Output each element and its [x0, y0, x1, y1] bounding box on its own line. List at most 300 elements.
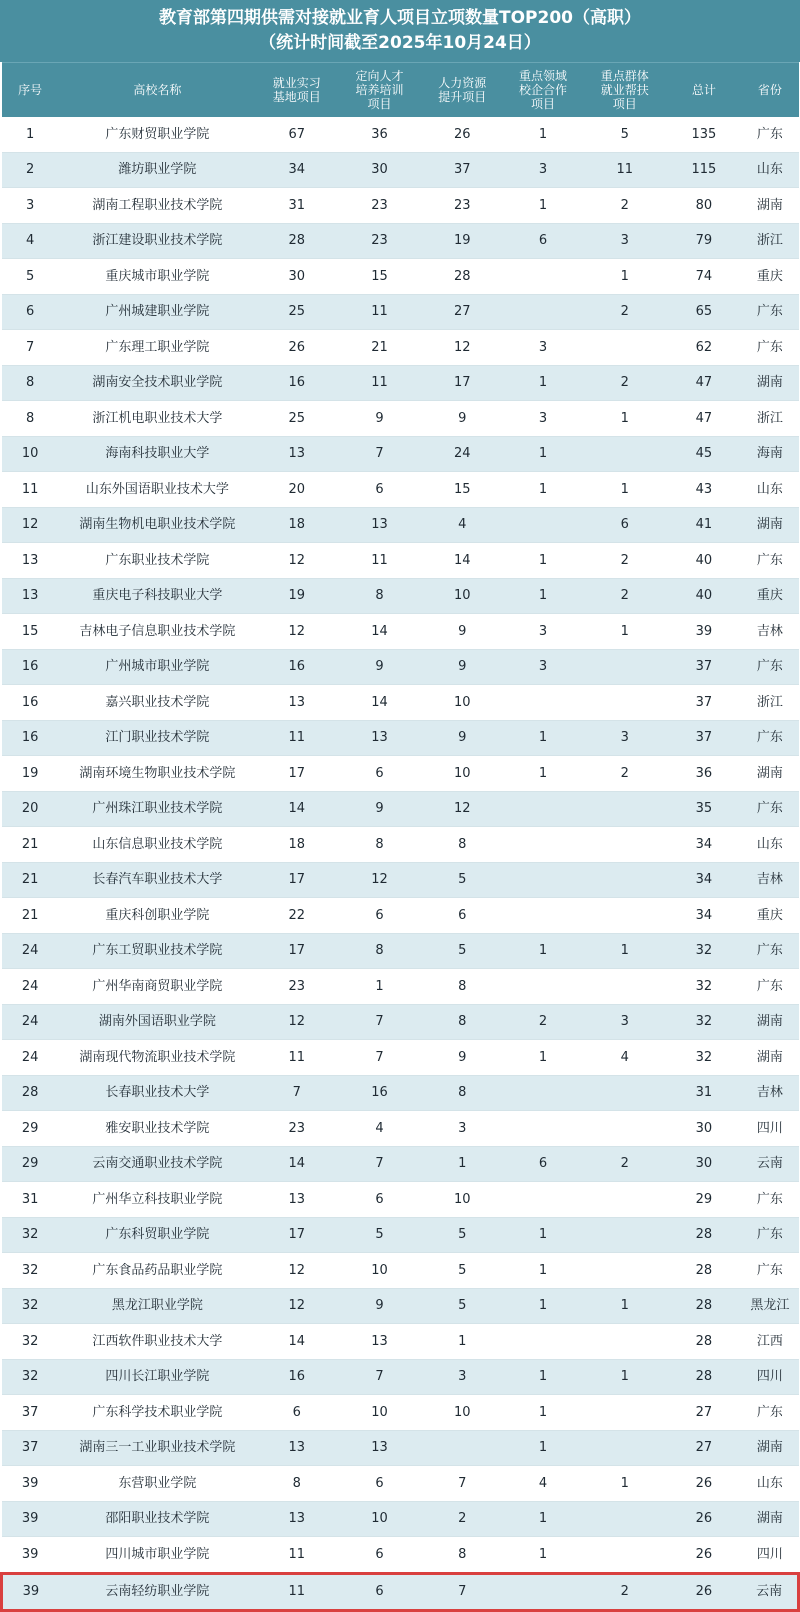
cell-hr-improvement: 17: [421, 365, 503, 401]
cell-directed-training: 8: [338, 827, 422, 863]
table-row: [2, 1573, 799, 1611]
cell-province: 山东: [741, 1466, 798, 1502]
cell-hr-improvement: 8: [421, 1537, 503, 1574]
cell-rank: 39: [2, 1501, 59, 1537]
cell-directed-training: 7: [338, 1359, 422, 1395]
cell-school-name: 山东外国语职业技术大学: [59, 472, 256, 508]
cell-rank: 24: [2, 1004, 59, 1040]
cell-key-group: 3: [583, 1004, 667, 1040]
cell-hr-improvement: 8: [421, 827, 503, 863]
page-title: 教育部第四期供需对接就业育人项目立项数量TOP200（高职）: [159, 8, 641, 28]
cell-internship: 28: [256, 223, 338, 259]
cell-province: 四川: [741, 1359, 798, 1395]
table-row: [2, 791, 799, 827]
cell-key-group: 2: [583, 1146, 667, 1182]
cell-hr-improvement: 9: [421, 720, 503, 756]
cell-key-field: [503, 294, 583, 330]
cell-hr-improvement: 19: [421, 223, 503, 259]
cell-directed-training: 14: [338, 614, 422, 650]
cell-key-field: [503, 862, 583, 898]
cell-internship: 11: [256, 1573, 338, 1611]
cell-internship: 14: [256, 1146, 338, 1182]
table-row: [2, 827, 799, 863]
table-row: [2, 1501, 799, 1537]
cell-total: 39: [667, 614, 742, 650]
cell-school-name: 广东理工职业学院: [59, 330, 256, 366]
cell-total: 45: [667, 436, 742, 472]
cell-key-field: 1: [503, 188, 583, 224]
cell-hr-improvement: 6: [421, 898, 503, 934]
cell-internship: 34: [256, 152, 338, 188]
table-row: [2, 259, 799, 295]
header-school: 高校名称: [59, 63, 256, 118]
cell-hr-improvement: 8: [421, 969, 503, 1005]
cell-rank: 21: [2, 827, 59, 863]
cell-rank: 32: [2, 1324, 59, 1360]
table-row: [2, 614, 799, 650]
cell-hr-improvement: 12: [421, 330, 503, 366]
cell-directed-training: 7: [338, 1004, 422, 1040]
cell-directed-training: 1: [338, 969, 422, 1005]
cell-directed-training: 21: [338, 330, 422, 366]
header-province: 省份: [741, 63, 798, 118]
cell-key-group: 1: [583, 614, 667, 650]
cell-province: 吉林: [741, 614, 798, 650]
cell-rank: 3: [2, 188, 59, 224]
cell-key-field: 1: [503, 720, 583, 756]
cell-province: 重庆: [741, 259, 798, 295]
cell-province: 浙江: [741, 685, 798, 721]
table-row: [2, 1395, 799, 1431]
table-row: [2, 756, 799, 792]
cell-directed-training: 6: [338, 1466, 422, 1502]
cell-key-field: 3: [503, 401, 583, 437]
cell-rank: 32: [2, 1359, 59, 1395]
table-row: [2, 365, 799, 401]
cell-key-field: 3: [503, 152, 583, 188]
cell-key-group: 2: [583, 578, 667, 614]
cell-key-group: [583, 685, 667, 721]
cell-school-name: 雅安职业技术学院: [59, 1111, 256, 1147]
cell-internship: 12: [256, 1253, 338, 1289]
table-row: [2, 1182, 799, 1218]
cell-key-group: [583, 1182, 667, 1218]
cell-hr-improvement: 5: [421, 1288, 503, 1324]
cell-directed-training: 14: [338, 685, 422, 721]
cell-province: 浙江: [741, 401, 798, 437]
table-row: [2, 862, 799, 898]
cell-rank: 32: [2, 1288, 59, 1324]
cell-internship: 12: [256, 1004, 338, 1040]
cell-total: 79: [667, 223, 742, 259]
cell-internship: 16: [256, 649, 338, 685]
cell-internship: 18: [256, 827, 338, 863]
table-row: [2, 1075, 799, 1111]
cell-rank: 8: [2, 365, 59, 401]
cell-province: 黑龙江: [741, 1288, 798, 1324]
table-row: [2, 507, 799, 543]
cell-internship: 20: [256, 472, 338, 508]
cell-directed-training: 12: [338, 862, 422, 898]
table-row: [2, 330, 799, 366]
cell-key-group: [583, 1537, 667, 1574]
cell-key-field: 1: [503, 1040, 583, 1076]
cell-internship: 23: [256, 1111, 338, 1147]
cell-rank: 32: [2, 1217, 59, 1253]
cell-rank: 20: [2, 791, 59, 827]
cell-key-group: [583, 1217, 667, 1253]
cell-rank: 31: [2, 1182, 59, 1218]
cell-school-name: 广东财贸职业学院: [59, 117, 256, 152]
cell-internship: 31: [256, 188, 338, 224]
cell-directed-training: 7: [338, 1040, 422, 1076]
cell-rank: 4: [2, 223, 59, 259]
cell-rank: 24: [2, 969, 59, 1005]
cell-internship: 8: [256, 1466, 338, 1502]
cell-internship: 12: [256, 1288, 338, 1324]
cell-school-name: 广东食品药品职业学院: [59, 1253, 256, 1289]
cell-internship: 26: [256, 330, 338, 366]
cell-rank: 37: [2, 1430, 59, 1466]
cell-key-field: [503, 1573, 583, 1611]
cell-key-group: 11: [583, 152, 667, 188]
cell-key-group: 1: [583, 1466, 667, 1502]
cell-total: 29: [667, 1182, 742, 1218]
cell-total: 37: [667, 720, 742, 756]
table-row: [2, 685, 799, 721]
cell-hr-improvement: 9: [421, 401, 503, 437]
table-row: [2, 1537, 799, 1574]
cell-school-name: 重庆电子科技职业大学: [59, 578, 256, 614]
cell-internship: 11: [256, 1040, 338, 1076]
cell-province: 山东: [741, 827, 798, 863]
cell-school-name: 湖南工程职业技术学院: [59, 188, 256, 224]
cell-total: 26: [667, 1573, 742, 1611]
cell-directed-training: 7: [338, 1146, 422, 1182]
cell-school-name: 重庆科创职业学院: [59, 898, 256, 934]
table-row: [2, 294, 799, 330]
table-row: [2, 223, 799, 259]
cell-key-group: 6: [583, 507, 667, 543]
cell-key-group: 1: [583, 401, 667, 437]
table-row: [2, 578, 799, 614]
cell-key-field: 2: [503, 1004, 583, 1040]
cell-key-field: [503, 827, 583, 863]
cell-province: 重庆: [741, 578, 798, 614]
cell-hr-improvement: 28: [421, 259, 503, 295]
cell-hr-improvement: 14: [421, 543, 503, 579]
cell-internship: 23: [256, 969, 338, 1005]
cell-rank: 12: [2, 507, 59, 543]
cell-province: 广东: [741, 933, 798, 969]
cell-internship: 11: [256, 1537, 338, 1574]
cell-directed-training: 9: [338, 401, 422, 437]
cell-key-group: 3: [583, 720, 667, 756]
table-row: [2, 1253, 799, 1289]
header-internship: 就业实习 基地项目: [256, 63, 338, 118]
cell-key-field: 1: [503, 1537, 583, 1574]
cell-school-name: 广东职业技术学院: [59, 543, 256, 579]
cell-province: 广东: [741, 720, 798, 756]
table-row: [2, 1040, 799, 1076]
cell-school-name: 四川城市职业学院: [59, 1537, 256, 1574]
cell-key-field: 1: [503, 365, 583, 401]
cell-school-name: 湖南现代物流职业技术学院: [59, 1040, 256, 1076]
cell-key-group: [583, 827, 667, 863]
cell-key-field: 3: [503, 330, 583, 366]
cell-key-field: [503, 969, 583, 1005]
cell-total: 74: [667, 259, 742, 295]
cell-internship: 25: [256, 401, 338, 437]
cell-internship: 13: [256, 685, 338, 721]
cell-internship: 13: [256, 1501, 338, 1537]
cell-key-group: 1: [583, 1288, 667, 1324]
cell-directed-training: 13: [338, 1430, 422, 1466]
cell-internship: 11: [256, 720, 338, 756]
cell-key-group: 2: [583, 1573, 667, 1611]
cell-directed-training: 8: [338, 578, 422, 614]
cell-key-group: 2: [583, 188, 667, 224]
cell-internship: 14: [256, 791, 338, 827]
cell-total: 47: [667, 401, 742, 437]
cell-hr-improvement: 37: [421, 152, 503, 188]
ranking-table: [0, 62, 800, 1612]
cell-internship: 17: [256, 1217, 338, 1253]
cell-province: 湖南: [741, 1004, 798, 1040]
cell-internship: 6: [256, 1395, 338, 1431]
table-row: [2, 117, 799, 152]
cell-key-field: 1: [503, 472, 583, 508]
cell-hr-improvement: 12: [421, 791, 503, 827]
table-row: [2, 543, 799, 579]
cell-key-field: [503, 1075, 583, 1111]
cell-internship: 30: [256, 259, 338, 295]
cell-directed-training: 6: [338, 472, 422, 508]
header-rank: 序号: [2, 63, 59, 118]
cell-total: 26: [667, 1537, 742, 1574]
cell-hr-improvement: 5: [421, 1217, 503, 1253]
cell-directed-training: 10: [338, 1501, 422, 1537]
cell-key-group: 1: [583, 472, 667, 508]
cell-total: 34: [667, 898, 742, 934]
cell-total: 40: [667, 578, 742, 614]
cell-directed-training: 13: [338, 1324, 422, 1360]
cell-internship: 18: [256, 507, 338, 543]
cell-key-field: 1: [503, 117, 583, 152]
cell-directed-training: 6: [338, 1182, 422, 1218]
cell-key-group: 1: [583, 259, 667, 295]
cell-key-field: 1: [503, 578, 583, 614]
cell-rank: 6: [2, 294, 59, 330]
cell-school-name: 云南交通职业技术学院: [59, 1146, 256, 1182]
cell-internship: 22: [256, 898, 338, 934]
cell-rank: 37: [2, 1395, 59, 1431]
cell-school-name: 云南轻纺职业学院: [59, 1573, 256, 1611]
cell-directed-training: 30: [338, 152, 422, 188]
cell-total: 65: [667, 294, 742, 330]
cell-rank: 8: [2, 401, 59, 437]
cell-key-field: 1: [503, 1253, 583, 1289]
cell-total: 34: [667, 862, 742, 898]
cell-total: 28: [667, 1359, 742, 1395]
cell-key-field: 1: [503, 933, 583, 969]
cell-key-field: 1: [503, 543, 583, 579]
cell-key-group: [583, 1111, 667, 1147]
cell-school-name: 广州城市职业学院: [59, 649, 256, 685]
cell-province: 广东: [741, 1253, 798, 1289]
cell-key-group: 4: [583, 1040, 667, 1076]
cell-school-name: 嘉兴职业技术学院: [59, 685, 256, 721]
cell-hr-improvement: 15: [421, 472, 503, 508]
table-row: [2, 1430, 799, 1466]
cell-province: 湖南: [741, 1501, 798, 1537]
cell-province: 广东: [741, 543, 798, 579]
cell-school-name: 山东信息职业技术学院: [59, 827, 256, 863]
cell-key-field: 1: [503, 1430, 583, 1466]
cell-total: 32: [667, 933, 742, 969]
cell-key-group: [583, 969, 667, 1005]
table-row: [2, 188, 799, 224]
cell-directed-training: 9: [338, 791, 422, 827]
cell-key-field: [503, 1324, 583, 1360]
cell-total: 26: [667, 1501, 742, 1537]
cell-internship: 16: [256, 1359, 338, 1395]
cell-total: 41: [667, 507, 742, 543]
cell-province: 广东: [741, 1395, 798, 1431]
table-row: [2, 1324, 799, 1360]
cell-hr-improvement: 7: [421, 1466, 503, 1502]
cell-total: 26: [667, 1466, 742, 1502]
table-body: [2, 117, 799, 1611]
cell-total: 47: [667, 365, 742, 401]
cell-key-field: [503, 1111, 583, 1147]
table-row: [2, 152, 799, 188]
cell-key-group: 1: [583, 933, 667, 969]
cell-directed-training: 9: [338, 1288, 422, 1324]
cell-province: 湖南: [741, 188, 798, 224]
cell-internship: 13: [256, 436, 338, 472]
cell-school-name: 浙江建设职业技术学院: [59, 223, 256, 259]
cell-hr-improvement: 9: [421, 649, 503, 685]
cell-total: 35: [667, 791, 742, 827]
cell-key-field: [503, 685, 583, 721]
cell-key-field: 6: [503, 1146, 583, 1182]
table-row: [2, 1217, 799, 1253]
cell-school-name: 广州城建职业学院: [59, 294, 256, 330]
cell-directed-training: 5: [338, 1217, 422, 1253]
cell-rank: 39: [2, 1537, 59, 1574]
header-key-group: 重点群体 就业帮扶 项目: [583, 63, 667, 118]
cell-key-field: 1: [503, 1359, 583, 1395]
cell-total: 40: [667, 543, 742, 579]
cell-rank: 2: [2, 152, 59, 188]
cell-school-name: 广州华立科技职业学院: [59, 1182, 256, 1218]
cell-rank: 28: [2, 1075, 59, 1111]
cell-province: 四川: [741, 1537, 798, 1574]
cell-hr-improvement: 5: [421, 862, 503, 898]
cell-total: 30: [667, 1146, 742, 1182]
cell-key-group: [583, 862, 667, 898]
cell-rank: 29: [2, 1111, 59, 1147]
cell-internship: 25: [256, 294, 338, 330]
cell-total: 28: [667, 1288, 742, 1324]
cell-directed-training: 13: [338, 507, 422, 543]
cell-province: 海南: [741, 436, 798, 472]
cell-province: 广东: [741, 791, 798, 827]
cell-school-name: 湖南生物机电职业技术学院: [59, 507, 256, 543]
cell-directed-training: 11: [338, 365, 422, 401]
cell-key-group: [583, 1430, 667, 1466]
cell-province: 湖南: [741, 1430, 798, 1466]
cell-directed-training: 13: [338, 720, 422, 756]
table-row: [2, 649, 799, 685]
cell-rank: 13: [2, 543, 59, 579]
cell-rank: 13: [2, 578, 59, 614]
cell-province: 吉林: [741, 1075, 798, 1111]
cell-total: 80: [667, 188, 742, 224]
cell-directed-training: 10: [338, 1253, 422, 1289]
cell-province: 广东: [741, 1217, 798, 1253]
cell-directed-training: 8: [338, 933, 422, 969]
cell-key-group: [583, 791, 667, 827]
table-row: [2, 933, 799, 969]
cell-total: 62: [667, 330, 742, 366]
cell-hr-improvement: 10: [421, 756, 503, 792]
cell-total: 28: [667, 1217, 742, 1253]
cell-rank: 39: [2, 1466, 59, 1502]
cell-total: 37: [667, 649, 742, 685]
cell-province: 吉林: [741, 862, 798, 898]
cell-internship: 17: [256, 756, 338, 792]
cell-hr-improvement: 7: [421, 1573, 503, 1611]
cell-internship: 19: [256, 578, 338, 614]
cell-internship: 13: [256, 1182, 338, 1218]
cell-school-name: 广东工贸职业技术学院: [59, 933, 256, 969]
header-key-field: 重点领域 校企合作 项目: [503, 63, 583, 118]
header-total: 总计: [667, 63, 742, 118]
cell-internship: 13: [256, 1430, 338, 1466]
cell-school-name: 黑龙江职业学院: [59, 1288, 256, 1324]
cell-internship: 17: [256, 933, 338, 969]
cell-province: 湖南: [741, 507, 798, 543]
cell-province: 湖南: [741, 1040, 798, 1076]
cell-province: 广东: [741, 294, 798, 330]
table-row: [2, 1111, 799, 1147]
cell-rank: 16: [2, 685, 59, 721]
cell-key-field: 1: [503, 436, 583, 472]
cell-key-field: 1: [503, 1501, 583, 1537]
cell-directed-training: 15: [338, 259, 422, 295]
cell-key-group: 5: [583, 117, 667, 152]
cell-hr-improvement: 8: [421, 1004, 503, 1040]
cell-key-field: [503, 259, 583, 295]
cell-key-field: 3: [503, 614, 583, 650]
cell-key-field: 1: [503, 1395, 583, 1431]
cell-province: 广东: [741, 330, 798, 366]
cell-internship: 12: [256, 543, 338, 579]
header-directed-training: 定向人才 培养培训 项目: [338, 63, 422, 118]
cell-directed-training: 6: [338, 898, 422, 934]
cell-directed-training: 9: [338, 649, 422, 685]
cell-province: 湖南: [741, 365, 798, 401]
table-row: [2, 436, 799, 472]
cell-total: 27: [667, 1395, 742, 1431]
cell-directed-training: 11: [338, 294, 422, 330]
table-row: [2, 898, 799, 934]
cell-hr-improvement: 10: [421, 1182, 503, 1218]
table-row: [2, 401, 799, 437]
cell-school-name: 海南科技职业大学: [59, 436, 256, 472]
